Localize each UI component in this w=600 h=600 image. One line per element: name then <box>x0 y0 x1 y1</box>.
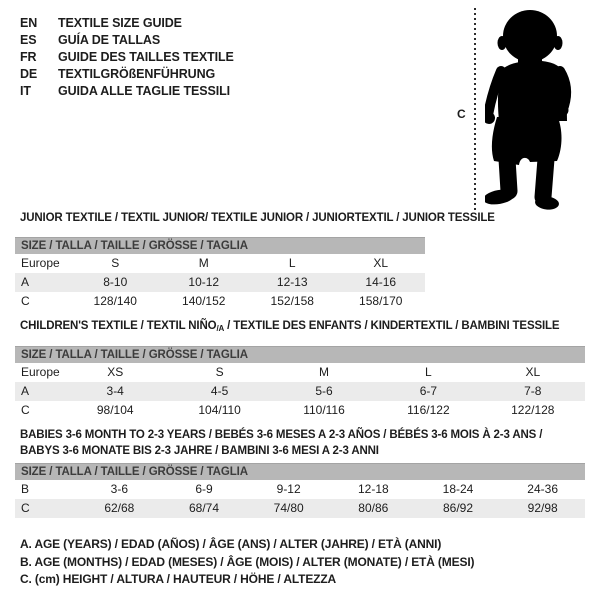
lang-row-en <box>20 15 234 32</box>
lang-title: GUIDE DES TAILLES TEXTILE <box>58 50 234 64</box>
size-cell: L <box>425 365 432 379</box>
lang-code: DE <box>20 67 38 81</box>
footnote-c: C. (cm) HEIGHT / ALTURA / HAUTEUR / HÖHE / ALTEZZA <box>20 572 337 586</box>
size-cell: S <box>215 365 224 379</box>
size-header-band: SIZE / TALLA / TAILLE / GRÖSSE / TAGLIA <box>15 237 425 254</box>
title-rest: / TEXTILE DES ENFANTS / KINDERTEXTIL / BAMBINI TESSILE <box>224 320 560 332</box>
value-cell: 92/98 <box>527 501 558 515</box>
value-cell: 3-6 <box>110 482 128 496</box>
baby-silhouette-icon <box>485 9 595 211</box>
size-cell: S <box>111 256 120 270</box>
children-size-table <box>15 346 585 420</box>
value-cell: 4-5 <box>210 384 229 398</box>
legend-footnotes <box>20 536 474 589</box>
value-cell: 104/110 <box>198 403 241 417</box>
lang-code: EN <box>20 16 38 30</box>
table-row-c <box>15 292 425 311</box>
footnote-a: A. AGE (YEARS) / EDAD (AÑOS) / ÂGE (ANS) / ALTER (JAHRE) / ETÀ (ANNI) <box>20 537 442 551</box>
size-cell: XL <box>373 256 389 270</box>
babies-size-table <box>15 463 585 518</box>
row-label: B <box>21 482 30 496</box>
value-cell: 116/122 <box>407 403 450 417</box>
size-cell: XL <box>525 365 541 379</box>
row-label: A <box>21 275 30 289</box>
value-cell: 6-9 <box>195 482 213 496</box>
size-cell: M <box>198 256 209 270</box>
value-cell: 140/152 <box>182 294 226 308</box>
value-cell: 158/170 <box>359 294 403 308</box>
size-header-band: SIZE / TALLA / TAILLE / GRÖSSE / TAGLIA <box>15 346 585 363</box>
footnote-b: B. AGE (MONTHS) / EDAD (MESES) / ÂGE (MOIS) / ALTER (MONATE) / ETÀ (MESI) <box>20 554 475 569</box>
title-subscript: /A <box>216 324 225 333</box>
children-section-title <box>20 320 559 333</box>
size-cell: L <box>288 256 296 270</box>
size-cell: M <box>318 365 329 379</box>
value-cell: 8-10 <box>103 275 128 289</box>
row-label: A <box>21 384 30 398</box>
value-cell: 152/158 <box>270 294 314 308</box>
table-row-b <box>15 480 585 499</box>
row-label: C <box>21 501 30 515</box>
value-cell: 128/140 <box>93 294 137 308</box>
lang-title: GUÍA DE TALLAS <box>58 33 161 47</box>
junior-size-table <box>15 237 425 311</box>
lang-code: FR <box>20 50 37 64</box>
babies-title-line-2: BABYS 3-6 MONATE BIS 2-3 JAHRE / BAMBINI 3-6 MESI A 2-3 ANNI <box>20 445 379 457</box>
value-cell: 12-13 <box>276 275 308 289</box>
lang-row-de <box>20 66 234 83</box>
value-cell: 7-8 <box>524 384 542 398</box>
value-cell: 74/80 <box>273 501 304 515</box>
value-cell: 12-18 <box>357 482 389 496</box>
value-cell: 3-4 <box>106 384 124 398</box>
table-row-europe <box>15 254 425 273</box>
title-main: CHILDREN'S TEXTILE / TEXTIL NIÑO <box>20 320 217 332</box>
value-cell: 86/92 <box>442 501 473 515</box>
language-title-list <box>20 15 234 100</box>
row-label: Europe <box>21 365 60 379</box>
value-cell: 5-6 <box>315 384 333 398</box>
height-dotted-line <box>474 8 476 210</box>
row-label: C <box>21 403 30 417</box>
lang-title: GUIDA ALLE TAGLIE TESSILI <box>58 84 231 98</box>
row-label: Europe <box>21 256 60 270</box>
table-row-europe <box>15 363 585 382</box>
value-cell: 6-7 <box>419 384 438 398</box>
value-cell: 122/128 <box>511 403 555 417</box>
size-cell: XS <box>107 365 124 379</box>
value-cell: 9-12 <box>276 482 301 496</box>
lang-code: IT <box>20 84 31 98</box>
table-row-a <box>15 273 425 292</box>
value-cell: 18-24 <box>442 482 474 496</box>
lang-code: ES <box>20 33 37 47</box>
value-cell: 80/86 <box>358 501 389 515</box>
value-cell: 24-36 <box>527 482 558 496</box>
lang-row-es <box>20 32 234 49</box>
lang-row-fr <box>20 49 234 66</box>
table-row-c <box>15 401 585 420</box>
babies-section-title <box>20 427 542 459</box>
value-cell: 10-12 <box>188 275 220 289</box>
value-cell: 98/104 <box>96 403 134 417</box>
value-cell: 62/68 <box>104 501 135 515</box>
table-row-a <box>15 382 585 401</box>
value-cell: 68/74 <box>188 501 219 515</box>
value-cell: 14-16 <box>365 275 397 289</box>
value-cell: 110/116 <box>303 403 345 417</box>
lang-row-it <box>20 83 234 100</box>
babies-title-line-1: BABIES 3-6 MONTH TO 2-3 YEARS / BEBÉS 3-6 MESES A 2-3 AÑOS / BÉBÉS 3-6 MOIS À 2-3 ANS / <box>20 429 543 441</box>
measure-c-label: C <box>457 107 466 121</box>
row-label: C <box>21 294 30 308</box>
lang-title: TEXTILE SIZE GUIDE <box>58 16 182 30</box>
table-row-c <box>15 499 585 518</box>
junior-section-title: JUNIOR TEXTILE / TEXTIL JUNIOR/ TEXTILE JUNIOR / JUNIORTEXTIL / JUNIOR TESSILE <box>20 212 495 224</box>
size-header-band: SIZE / TALLA / TAILLE / GRÖSSE / TAGLIA <box>15 463 585 480</box>
lang-title: TEXTILGRÖßENFÜHRUNG <box>58 67 216 81</box>
